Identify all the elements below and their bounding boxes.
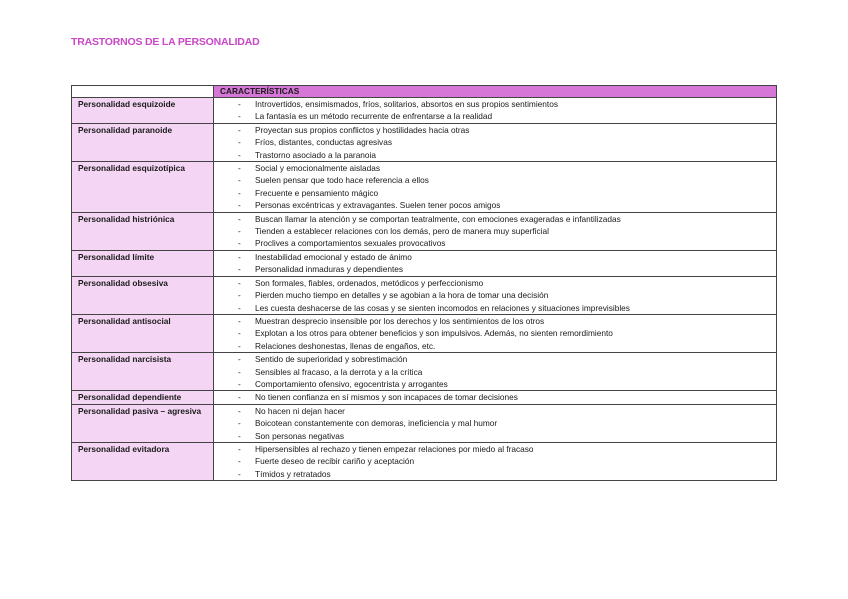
list-item	[214, 391, 776, 403]
bullet-dash: -	[238, 392, 241, 403]
list-item-text: Fuerte deseo de recibir cariño y aceptación	[255, 456, 415, 467]
characteristics-cell	[214, 250, 777, 276]
characteristics-cell	[214, 162, 777, 213]
personality-name-cell: Personalidad narcisista	[72, 353, 214, 391]
characteristics-cell	[214, 353, 777, 391]
list-item-text: Personas excéntricas y extravagantes. Suelen tener pocos amigos	[255, 200, 501, 211]
list-item-text: Proclives a comportamientos sexuales provocativos	[255, 238, 446, 249]
table-row	[72, 391, 777, 404]
bullet-dash: -	[238, 378, 241, 389]
bullet-dash: -	[238, 315, 241, 326]
bullet-dash: -	[238, 111, 241, 122]
header-characteristics: CARACTERÍSTICAS	[214, 86, 777, 98]
characteristics-cell	[214, 123, 777, 161]
table-row	[72, 442, 777, 480]
characteristics-list	[214, 353, 776, 390]
list-item-text: La fantasía es un método recurrente de enfrentarse a la realidad	[255, 111, 493, 122]
list-item-text: Trastorno asociado a la paranoia	[255, 149, 376, 160]
table-row	[72, 276, 777, 314]
bullet-dash: -	[238, 456, 241, 467]
bullet-dash: -	[238, 251, 241, 262]
list-item	[214, 213, 776, 225]
list-item-text: Sensibles al fracaso, a la derrota y a la crítica	[255, 366, 423, 377]
list-item	[214, 149, 776, 161]
bullet-dash: -	[238, 124, 241, 135]
list-item	[214, 199, 776, 211]
table-row	[72, 162, 777, 213]
list-item-text: Explotan a los otros para obtener beneficios y son impulsivos. Además, no sienten remordimiento	[255, 328, 613, 339]
list-item	[214, 162, 776, 174]
list-item-text: Personalidad inmaduras y dependientes	[255, 264, 404, 275]
characteristics-cell	[214, 276, 777, 314]
list-item	[214, 225, 776, 237]
list-item	[214, 468, 776, 480]
bullet-dash: -	[238, 328, 241, 339]
list-item-text: Les cuesta deshacerse de las cosas y se sienten incomodos en relaciones y situaciones imprevisibles	[255, 302, 630, 313]
list-item	[214, 353, 776, 365]
personality-table	[71, 85, 777, 481]
list-item	[214, 277, 776, 289]
characteristics-list	[214, 162, 776, 212]
list-item-text: No tienen confianza en sí mismos y son incapaces de tomar decisiones	[255, 392, 518, 403]
list-item	[214, 405, 776, 417]
characteristics-cell	[214, 404, 777, 442]
list-item	[214, 124, 776, 136]
bullet-dash: -	[238, 163, 241, 174]
characteristics-list	[214, 405, 776, 442]
table-row	[72, 250, 777, 276]
list-item-text: Boicotean constantemente con demoras, ineficiencia y mal humor	[255, 418, 498, 429]
personality-name-cell: Personalidad evitadora	[72, 442, 214, 480]
header-empty-cell	[72, 86, 214, 98]
personality-name-cell: Personalidad obsesiva	[72, 276, 214, 314]
characteristics-list	[214, 251, 776, 276]
bullet-dash: -	[238, 443, 241, 454]
personality-name-cell: Personalidad antisocial	[72, 314, 214, 352]
characteristics-list	[214, 277, 776, 314]
bullet-dash: -	[238, 290, 241, 301]
personality-name-cell: Personalidad límite	[72, 250, 214, 276]
bullet-dash: -	[238, 354, 241, 365]
list-item-text: Inestabilidad emocional y estado de ánimo	[255, 251, 412, 262]
table-row	[72, 404, 777, 442]
list-item-text: Son formales, fiables, ordenados, metódicos y perfeccionismo	[255, 277, 484, 288]
bullet-dash: -	[238, 430, 241, 441]
characteristics-cell	[214, 314, 777, 352]
list-item-text: Proyectan sus propios conflictos y hostilidades hacia otras	[255, 124, 470, 135]
list-item	[214, 237, 776, 249]
bullet-dash: -	[238, 200, 241, 211]
list-item-text: Comportamiento ofensivo, egocentrista y arrogantes	[255, 378, 448, 389]
list-item-text: Muestran desprecio insensible por los derechos y los sentimientos de los otros	[255, 315, 545, 326]
bullet-dash: -	[238, 264, 241, 275]
personality-name-cell: Personalidad histriónica	[72, 212, 214, 250]
characteristics-list	[214, 213, 776, 250]
list-item	[214, 378, 776, 390]
bullet-dash: -	[238, 226, 241, 237]
personality-name-cell: Personalidad pasiva – agresiva	[72, 404, 214, 442]
list-item	[214, 327, 776, 339]
list-item	[214, 289, 776, 301]
bullet-dash: -	[238, 149, 241, 160]
bullet-dash: -	[238, 418, 241, 429]
characteristics-list	[214, 391, 776, 403]
table-row	[72, 98, 777, 124]
bullet-dash: -	[238, 213, 241, 224]
bullet-dash: -	[238, 137, 241, 148]
list-item	[214, 251, 776, 263]
characteristics-list	[214, 124, 776, 161]
list-item-text: Tienden a establecer relaciones con los demás, pero de manera muy superficial	[255, 226, 549, 237]
list-item	[214, 455, 776, 467]
personality-name-cell: Personalidad esquizotípica	[72, 162, 214, 213]
personality-name-cell: Personalidad esquizoide	[72, 98, 214, 124]
bullet-dash: -	[238, 302, 241, 313]
characteristics-cell	[214, 391, 777, 404]
list-item	[214, 174, 776, 186]
list-item	[214, 136, 776, 148]
list-item-text: Introvertidos, ensimismados, fríos, solitarios, absortos en sus propios sentimientos	[255, 99, 558, 109]
personality-name-cell: Personalidad dependiente	[72, 391, 214, 404]
list-item-text: Pierden mucho tiempo en detalles y se agobian a la hora de tomar una decisión	[255, 290, 549, 301]
list-item	[214, 110, 776, 122]
bullet-dash: -	[238, 468, 241, 479]
list-item	[214, 417, 776, 429]
table-row	[72, 314, 777, 352]
bullet-dash: -	[238, 99, 241, 109]
bullet-dash: -	[238, 366, 241, 377]
bullet-dash: -	[238, 175, 241, 186]
list-item-text: Frecuente e pensamiento mágico	[255, 187, 379, 198]
list-item-text: Fríos, distantes, conductas agresivas	[255, 137, 392, 148]
document-title: TRASTORNOS DE LA PERSONALIDAD	[71, 36, 260, 48]
list-item-text: Relaciones deshonestas, llenas de engaños, etc.	[255, 340, 436, 351]
table-header-row	[72, 86, 777, 98]
list-item-text: Tímidos y retratados	[255, 468, 331, 479]
table-row	[72, 123, 777, 161]
table-row	[72, 353, 777, 391]
characteristics-list	[214, 98, 776, 123]
list-item-text: Sentido de superioridad y sobrestimación	[255, 354, 408, 365]
characteristics-cell	[214, 98, 777, 124]
bullet-dash: -	[238, 340, 241, 351]
list-item	[214, 302, 776, 314]
bullet-dash: -	[238, 187, 241, 198]
list-item-text: Buscan llamar la atención y se comportan teatralmente, con emociones exageradas e infantilizadas	[255, 213, 621, 224]
list-item	[214, 443, 776, 455]
list-item	[214, 315, 776, 327]
characteristics-list	[214, 315, 776, 352]
personality-name-cell: Personalidad paranoide	[72, 123, 214, 161]
list-item-text: No hacen ni dejan hacer	[255, 405, 345, 416]
characteristics-list	[214, 443, 776, 480]
list-item-text: Social y emocionalmente aisladas	[255, 163, 380, 174]
list-item-text: Hipersensibles al rechazo y tienen empezar relaciones por miedo al fracaso	[255, 443, 534, 454]
bullet-dash: -	[238, 277, 241, 288]
list-item	[214, 98, 776, 110]
list-item	[214, 187, 776, 199]
characteristics-cell	[214, 212, 777, 250]
list-item	[214, 366, 776, 378]
bullet-dash: -	[238, 405, 241, 416]
list-item-text: Suelen pensar que todo hace referencia a ellos	[255, 175, 429, 186]
list-item	[214, 340, 776, 352]
table-row	[72, 212, 777, 250]
bullet-dash: -	[238, 238, 241, 249]
characteristics-cell	[214, 442, 777, 480]
list-item-text: Son personas negativas	[255, 430, 345, 441]
list-item	[214, 430, 776, 442]
list-item	[214, 263, 776, 275]
